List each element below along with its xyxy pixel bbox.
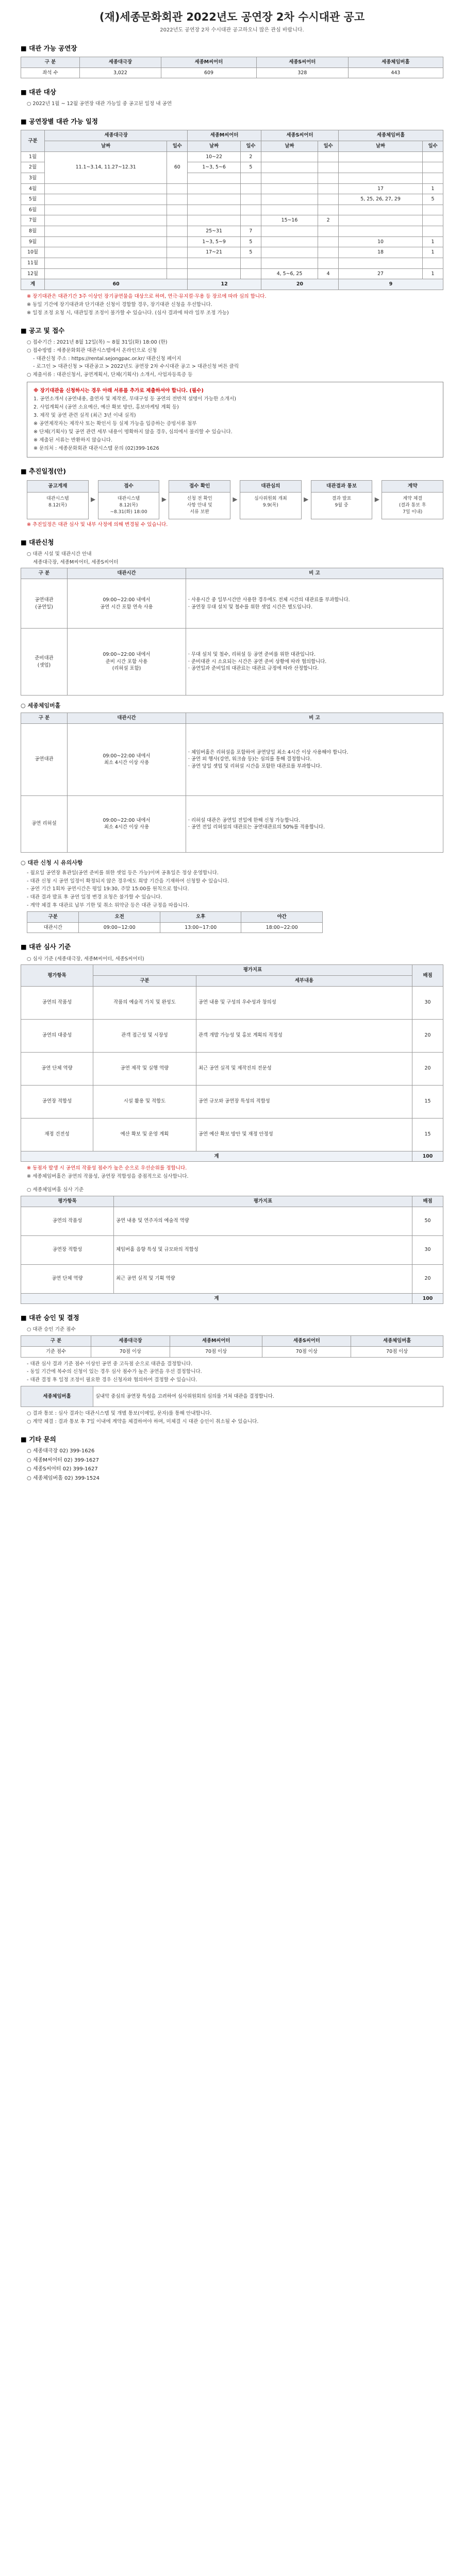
table-header: 구 분 [21, 568, 68, 579]
table-header: 일수 [318, 141, 339, 152]
table-header: 구분 [27, 912, 79, 923]
page-subtitle: 2022년도 공연장 2차 수시대관 공고하오니 많은 관심 바랍니다. [160, 27, 304, 33]
month-cell: 12월 [21, 268, 45, 279]
section-schedule-title: ■ 공연장별 대관 가능 일정 [21, 117, 443, 126]
chamber-criteria-intro: ○ 세종체임버홀 심사 기준 [27, 1187, 84, 1193]
process-step [27, 480, 89, 519]
notice-line: 2. 사업계획서 (공연 소요예산, 예산 확보 방안, 홍보마케팅 계획 등) [34, 404, 179, 411]
table-cell: 20 [412, 1264, 443, 1293]
step-body: 결과 발표 9월 중 [332, 496, 352, 508]
table-header: 세종M씨어터 [170, 1336, 262, 1347]
table-cell: 15~16 [261, 215, 318, 226]
table-cell: 09:00~22:00 내에서 최소 4시간 이상 사용 [68, 723, 186, 795]
arrow-right-icon: ▶ [161, 495, 167, 503]
step-title: 대관심의 [240, 481, 301, 493]
section-target-title: ■ 대관 대상 [21, 88, 443, 97]
rental-time-table [21, 568, 443, 696]
table-cell: 1 [423, 268, 443, 279]
chamber-criteria-table [21, 1196, 443, 1304]
table-cell: 09:00~22:00 내에서 준비 시간 포함 사용 (리허설 포함) [68, 629, 186, 696]
notice-line: ※ 문의처 : 세종문화회관 대관시스템 문의 (02)399-1626 [34, 445, 159, 451]
table-header: 세종체임버홀 [339, 130, 443, 141]
step-body: 신청 전 확인 사항 안내 및 서류 보완 [187, 496, 212, 515]
table-cell: 5 [423, 194, 443, 205]
table-cell: 328 [257, 67, 349, 78]
apply-notice-box [27, 382, 443, 457]
month-cell: 9월 [21, 236, 45, 247]
table-header: 배점 [412, 1196, 443, 1207]
month-cell: 8월 [21, 226, 45, 237]
apply-link[interactable]: - 대관신청 주소 : https://rental.sejongpac.or.kr/ 대관신청 페이지 [33, 355, 181, 362]
arrow-right-icon: ▶ [91, 495, 96, 503]
table-cell: 공연 규모와 공연장 특성의 적합성 [196, 1085, 412, 1118]
table-cell: 재정 건전성 [21, 1118, 93, 1151]
total-cell: 100 [412, 1151, 443, 1162]
contact-line: ○ 세종S씨어터 02) 399-1627 [27, 1466, 98, 1472]
table-cell: 공연 단체 역량 [21, 1052, 93, 1085]
table-header: 날짜 [188, 141, 241, 152]
table-cell: · 무대 설치 및 철수, 리허설 등 공연 준비를 위한 대관입니다. · 준비대관 시 소요되는 시간은 공연 준비 상황에 따라 협의합니다. · 공연일과 준비일의 대관료는 대관료 규정에 따라 산정합니다. [186, 629, 443, 696]
step-body: 심사위원회 개최 9.9(목) [254, 496, 287, 508]
caution-line: - 공연 기간 1회차 공연시간은 평일 19:30, 주말 15:00를 원칙으로 합니다. [27, 886, 189, 892]
table-header: 일수 [240, 141, 261, 152]
table-cell: 20 [412, 1019, 443, 1052]
table-header: 세부내용 [196, 976, 412, 987]
table-cell: 10~22 [188, 151, 241, 162]
table-header: 오전 [79, 912, 160, 923]
total-label: 계 [21, 1151, 412, 1162]
apply-line: ○ 접수방법 : 세종문화회관 대관시스템에서 온라인으로 신청 [27, 347, 157, 353]
caution-line: - 대관 신청 시 공연 일정이 확정되지 않은 경우에도 희망 기간을 기재하여 신청할 수 있습니다. [27, 878, 229, 884]
step-body: 대관시스템 8.12(목) [46, 496, 69, 508]
table-cell: 3,022 [79, 67, 161, 78]
month-cell: 2월 [21, 162, 45, 173]
notice-line: ※ 단체(기획사) 및 공연 관련 세부 내용이 명확하지 않을 경우, 심의에서 불리할 수 있습니다. [34, 429, 233, 435]
table-cell: 2 [318, 215, 339, 226]
step-title: 대관결과 통보 [311, 481, 372, 493]
table-cell: 17~21 [188, 247, 241, 258]
chamber-time-table [21, 713, 443, 853]
table-cell: · 사용시간 중 일부시간만 사용한 경우에도 전체 시간의 대관료를 부과합니다. · 공연장 무대 설치 및 철수를 위한 셋업 시간은 별도입니다. [186, 579, 443, 629]
table-cell: 실내악 중심의 공연장 특성을 고려하여 심사위원회의 심의를 거쳐 대관을 결정합니다. [93, 1386, 443, 1407]
process-step [169, 480, 230, 519]
table-cell: 1 [423, 236, 443, 247]
table-header: 구분 [93, 976, 196, 987]
rental-venues: 세종대극장, 세종M씨어터, 세종S씨어터 [33, 559, 119, 565]
table-cell: 1~3, 5~6 [188, 162, 241, 173]
table-header: 세종대극장 [79, 57, 161, 68]
table-cell: 공연장 적합성 [21, 1085, 93, 1118]
table-cell: 공연대관 [21, 723, 68, 795]
rental-slot-table [27, 911, 323, 933]
section-venues-title: ■ 대관 가능 공연장 [21, 44, 443, 53]
step-title: 공고게재 [27, 481, 88, 493]
step-title: 계약 [382, 481, 443, 493]
decision-note: - 대관 심사 결과 기준 점수 이상인 공연 중 고득점 순으로 대관을 결정합니다. [27, 1361, 193, 1367]
table-cell: 70점 이상 [351, 1346, 443, 1357]
table-cell: 609 [161, 67, 256, 78]
page-title: (재)세종문화회관 2022년도 공연장 2차 수시대관 공고 [99, 11, 365, 23]
notice-line: 1. 공연소개서 (공연내용, 출연자 및 제작진, 무대구성 등 공연의 전반적 설명이 가능한 소개서) [34, 396, 236, 402]
table-cell: 기준 점수 [21, 1346, 91, 1357]
criteria-note: ※ 세종체임버홀은 공연의 작품성, 공연장 적합성을 중점적으로 심사합니다. [27, 1174, 189, 1180]
table-cell: 1~3, 5~9 [188, 236, 241, 247]
table-header: 세종대극장 [45, 130, 188, 141]
decision-line: ○ 결과 통보 : 심사 결과는 대관시스템 및 개별 통보(이메일, 문자)를 통해 안내합니다. [27, 1411, 212, 1417]
apply-line: - 로그인 > 대관신청 > 대관공고 > 2022년도 공연장 2차 수시대관 공고 > 대관신청 버튼 클릭 [33, 364, 239, 370]
contact-line: ○ 세종대극장 02) 399-1626 [27, 1448, 95, 1454]
schedule-note: ※ 동일 기간에 장기대관과 단기대관 신청이 경합할 경우, 장기대관 신청을 우선합니다. [27, 301, 212, 308]
table-cell: 좌석 수 [21, 67, 80, 78]
apply-line: ○ 접수기간 : 2021년 8월 12일(목) ~ 8월 31일(화) 18:00 (한) [27, 339, 168, 345]
notice-line: ※ 제출된 서류는 반환하지 않습니다. [34, 437, 113, 443]
process-step [240, 480, 302, 519]
arrow-right-icon: ▶ [304, 495, 309, 503]
table-cell: 공연 제작 및 실행 역량 [93, 1052, 196, 1085]
rental-caution-title: ○ 대관 신청 시 유의사항 [21, 859, 443, 867]
process-step [98, 480, 160, 519]
table-cell: 1 [423, 183, 443, 194]
total-cell: 60 [45, 279, 188, 290]
table-cell: 공연의 대중성 [21, 1019, 93, 1052]
table-header: 대관시간 [68, 568, 186, 579]
table-header: 오후 [160, 912, 241, 923]
step-title: 접수 확인 [169, 481, 230, 493]
total-cell: 100 [412, 1293, 443, 1304]
table-cell: 09:00~22:00 내에서 최소 4시간 이상 사용 [68, 795, 186, 852]
step-body: 계약 체결 (결과 통보 후 7일 이내) [399, 496, 426, 515]
table-cell: 공연대관 (공연일) [21, 579, 68, 629]
table-cell: 13:00~17:00 [160, 922, 241, 933]
table-header: 세종M씨어터 [161, 57, 256, 68]
table-header: 평가지표 [114, 1196, 412, 1207]
month-cell: 7월 [21, 215, 45, 226]
section-criteria-title: ■ 대관 심사 기준 [21, 942, 443, 952]
venues-table [21, 57, 443, 78]
table-cell: 체임버홀 음향 특성 및 규모와의 적합성 [114, 1235, 412, 1264]
schedule-note: ※ 장기대관은 대관기간 3주 이상인 장기공연물을 대상으로 하며, 연극·뮤지컬·무용 등 장르에 따라 심의 합니다. [27, 293, 267, 299]
caution-line: - 대관 결과 발표 후 공연 일정 변경 요청은 불가할 수 있습니다. [27, 894, 162, 901]
step-body: 대관시스템 8.12(목) ~8.31(화) 18:00 [110, 496, 147, 515]
decision-line: ○ 계약 체결 : 결과 통보 후 7일 이내에 계약을 체결하여야 하며, 미체결 시 대관 승인이 취소될 수 있습니다. [27, 1419, 259, 1425]
table-header: 날짜 [45, 141, 167, 152]
table-cell: 최근 공연 실적 및 기획 역량 [114, 1264, 412, 1293]
table-header: 세종체임버홀 [351, 1336, 443, 1347]
table-header: 세종M씨어터 [188, 130, 261, 141]
criteria-table [21, 964, 443, 1162]
month-cell: 5월 [21, 194, 45, 205]
process-step [311, 480, 373, 519]
caution-line: - 월요일 공연장 휴관일(공연 준비를 위한 셋업 등은 가능)이며 공휴일은 정상 운영합니다. [27, 870, 219, 876]
table-cell: 예산 확보 및 운영 계획 [93, 1118, 196, 1151]
table-header: 세종대극장 [91, 1336, 170, 1347]
contact-line: ○ 세종M씨어터 02) 399-1627 [27, 1457, 99, 1463]
target-line: ○ 2022년 1월 ~ 12월 공연장 대관 가능일 중 공고된 일정 내 공연 [27, 101, 172, 107]
table-cell: 최근 공연 실적 및 제작진의 전문성 [196, 1052, 412, 1085]
table-cell: 5 [240, 162, 261, 173]
table-cell: 2 [240, 151, 261, 162]
table-header: 비 고 [186, 713, 443, 724]
table-cell: 대관시간 [27, 922, 79, 933]
decision-note: - 동일 기간에 복수의 신청이 있는 경우 심사 점수가 높은 공연을 우선 결정합니다. [27, 1369, 202, 1375]
rental-intro: ○ 대관 시설 및 대관시간 안내 [27, 551, 92, 557]
table-cell: · 체임버홀은 리허설을 포함하여 공연당일 최소 4시간 이상 사용해야 합니다. · 공연 외 행사(강연, 워크숍 등)는 심의를 통해 결정합니다. · 공연 당일 셋업 및 리허설 시간을 포함한 대관료를 부과합니다. [186, 723, 443, 795]
table-cell: 공연 단체 역량 [21, 1264, 114, 1293]
schedule-note: ※ 일정 조정 요청 시, 대관일정 조정이 불가할 수 있습니다. (심사 결과에 따라 일부 조정 가능) [27, 310, 229, 316]
table-cell: 70점 이상 [262, 1346, 351, 1357]
table-cell: 70점 이상 [170, 1346, 262, 1357]
table-cell: 시설 활용 및 적합도 [93, 1085, 196, 1118]
table-cell: 17 [339, 183, 423, 194]
month-cell: 10월 [21, 247, 45, 258]
process-flow [27, 480, 443, 519]
table-header: 세종S씨어터 [262, 1336, 351, 1347]
table-cell: 09:00~12:00 [79, 922, 160, 933]
criteria-intro: ○ 심사 기준 (세종대극장, 세종M씨어터, 세종S씨어터) [27, 956, 144, 962]
table-cell: 443 [348, 67, 443, 78]
table-cell: 60 [167, 151, 188, 183]
table-cell: 공연 내용 및 연주자의 예술적 역량 [114, 1207, 412, 1235]
contact-line: ○ 세종체임버홀 02) 399-1524 [27, 1475, 100, 1481]
table-cell: 1 [423, 247, 443, 258]
table-cell: 준비대관 (셋업) [21, 629, 68, 696]
apply-line: ○ 제출서류 : 대관신청서, 공연계획서, 단체(기획사) 소개서, 사업자등록증 등 [27, 372, 193, 378]
table-cell: 30 [412, 986, 443, 1019]
table-header: 평가지표 [93, 965, 412, 976]
section-process-title: ■ 추진일정(안) [21, 467, 443, 476]
caution-line: - 계약 체결 후 대관료 납부 기한 및 취소 위약금 등은 대관 규정을 따릅니다. [27, 903, 189, 909]
table-cell: 09:00~22:00 내에서 공연 시간 포함 연속 사용 [68, 579, 186, 629]
notice-line: ※ 공연제작자는 제작사 또는 확인서 등 실제 가능을 입증하는 증빙서류 첨부 [34, 420, 197, 427]
total-cell: 20 [261, 279, 338, 290]
table-header: 일수 [167, 141, 188, 152]
notice-line: 3. 제작 및 공연 관련 실적 (최근 3년 이내 실적) [34, 412, 136, 418]
process-step [382, 480, 443, 519]
table-cell: 4 [318, 268, 339, 279]
section-rental-title: ■ 대관신청 [21, 538, 443, 547]
table-cell: 5 [240, 236, 261, 247]
section-decision-title: ■ 대관 승인 및 결정 [21, 1313, 443, 1323]
table-cell: 공연 예산 확보 방안 및 재정 안정성 [196, 1118, 412, 1151]
month-cell: 1월 [21, 151, 45, 162]
table-header: 구 분 [21, 1336, 91, 1347]
decision-intro: ○ 대관 승인 기준 점수 [27, 1327, 76, 1333]
decision-table [21, 1335, 443, 1357]
section-contact-title: ■ 기타 문의 [21, 1435, 443, 1444]
month-cell: 11월 [21, 258, 45, 268]
table-cell: 50 [412, 1207, 443, 1235]
table-cell: 70점 이상 [91, 1346, 170, 1357]
process-note: ※ 추진일정은 대관 심사 및 내부 사정에 의해 변경될 수 있습니다. [27, 521, 168, 528]
arrow-right-icon: ▶ [374, 495, 379, 503]
table-cell: 4, 5~6, 25 [261, 268, 318, 279]
table-cell: 15 [412, 1085, 443, 1118]
section-apply-title: ■ 공고 및 접수 [21, 326, 443, 335]
table-header: 평가항목 [21, 965, 93, 986]
table-cell: 11.1~3.14, 11.27~12.31 [45, 151, 167, 183]
month-cell: 3월 [21, 173, 45, 183]
table-cell: 27 [339, 268, 423, 279]
chamber-decision-table [21, 1386, 443, 1407]
chamber-hall-title: ○ 세종체임버홀 [21, 702, 443, 710]
table-cell: 25~31 [188, 226, 241, 237]
total-cell: 12 [188, 279, 261, 290]
table-cell: 공연의 작품성 [21, 1207, 114, 1235]
schedule-table [21, 130, 443, 290]
table-cell: 공연장 적합성 [21, 1235, 114, 1264]
table-header: 야간 [241, 912, 323, 923]
table-header: 세종S씨어터 [257, 57, 349, 68]
table-cell: 20 [412, 1052, 443, 1085]
total-cell: 9 [339, 279, 443, 290]
month-cell: 4월 [21, 183, 45, 194]
table-cell: · 리허설 대관은 공연일 전일에 한해 신청 가능합니다. · 공연 전일 리허설의 대관료는 공연대관료의 50%를 적용합니다. [186, 795, 443, 852]
table-cell: 15 [412, 1118, 443, 1151]
table-header: 구분 [21, 130, 45, 151]
table-header: 일수 [423, 141, 443, 152]
table-header: 평가항목 [21, 1196, 114, 1207]
decision-note: - 대관 결정 후 일정 조정이 필요한 경우 신청자와 협의하여 결정할 수 있습니다. [27, 1377, 197, 1383]
month-cell: 6월 [21, 205, 45, 215]
table-header: 구 분 [21, 57, 80, 68]
table-cell: 18 [339, 247, 423, 258]
table-cell: 5, 25, 26, 27, 29 [339, 194, 423, 205]
table-header: 구 분 [21, 713, 68, 724]
table-cell: 30 [412, 1235, 443, 1264]
table-header: 날짜 [339, 141, 423, 152]
table-cell: 18:00~22:00 [241, 922, 323, 933]
table-header: 세종체임버홀 [21, 1386, 93, 1407]
table-cell: 공연 내용 및 구성의 우수성과 창의성 [196, 986, 412, 1019]
table-cell: 7 [240, 226, 261, 237]
criteria-note: ※ 동점자 발생 시 공연의 작품성 점수가 높은 순으로 우선순위를 정합니다. [27, 1165, 187, 1172]
total-label: 계 [21, 279, 45, 290]
table-header: 세종체임버홀 [348, 57, 443, 68]
table-cell: 관객 개발 가능성 및 홍보 계획의 적정성 [196, 1019, 412, 1052]
table-cell: 5 [240, 247, 261, 258]
table-header: 대관시간 [68, 713, 186, 724]
table-header: 세종S씨어터 [261, 130, 338, 141]
table-header: 비 고 [186, 568, 443, 579]
table-cell: 공연 리허설 [21, 795, 68, 852]
table-cell: 공연의 작품성 [21, 986, 93, 1019]
table-cell: 작품의 예술적 가치 및 완성도 [93, 986, 196, 1019]
total-label: 계 [21, 1293, 412, 1304]
table-cell: 10 [339, 236, 423, 247]
arrow-right-icon: ▶ [233, 495, 238, 503]
step-title: 접수 [98, 481, 159, 493]
table-cell: 관객 접근성 및 시장성 [93, 1019, 196, 1052]
table-header: 날짜 [261, 141, 318, 152]
notice-line: ※ 장기대관을 신청하시는 경우 아래 서류를 추가로 제출하셔야 합니다. (필수) [34, 388, 204, 394]
table-header: 배점 [412, 965, 443, 986]
